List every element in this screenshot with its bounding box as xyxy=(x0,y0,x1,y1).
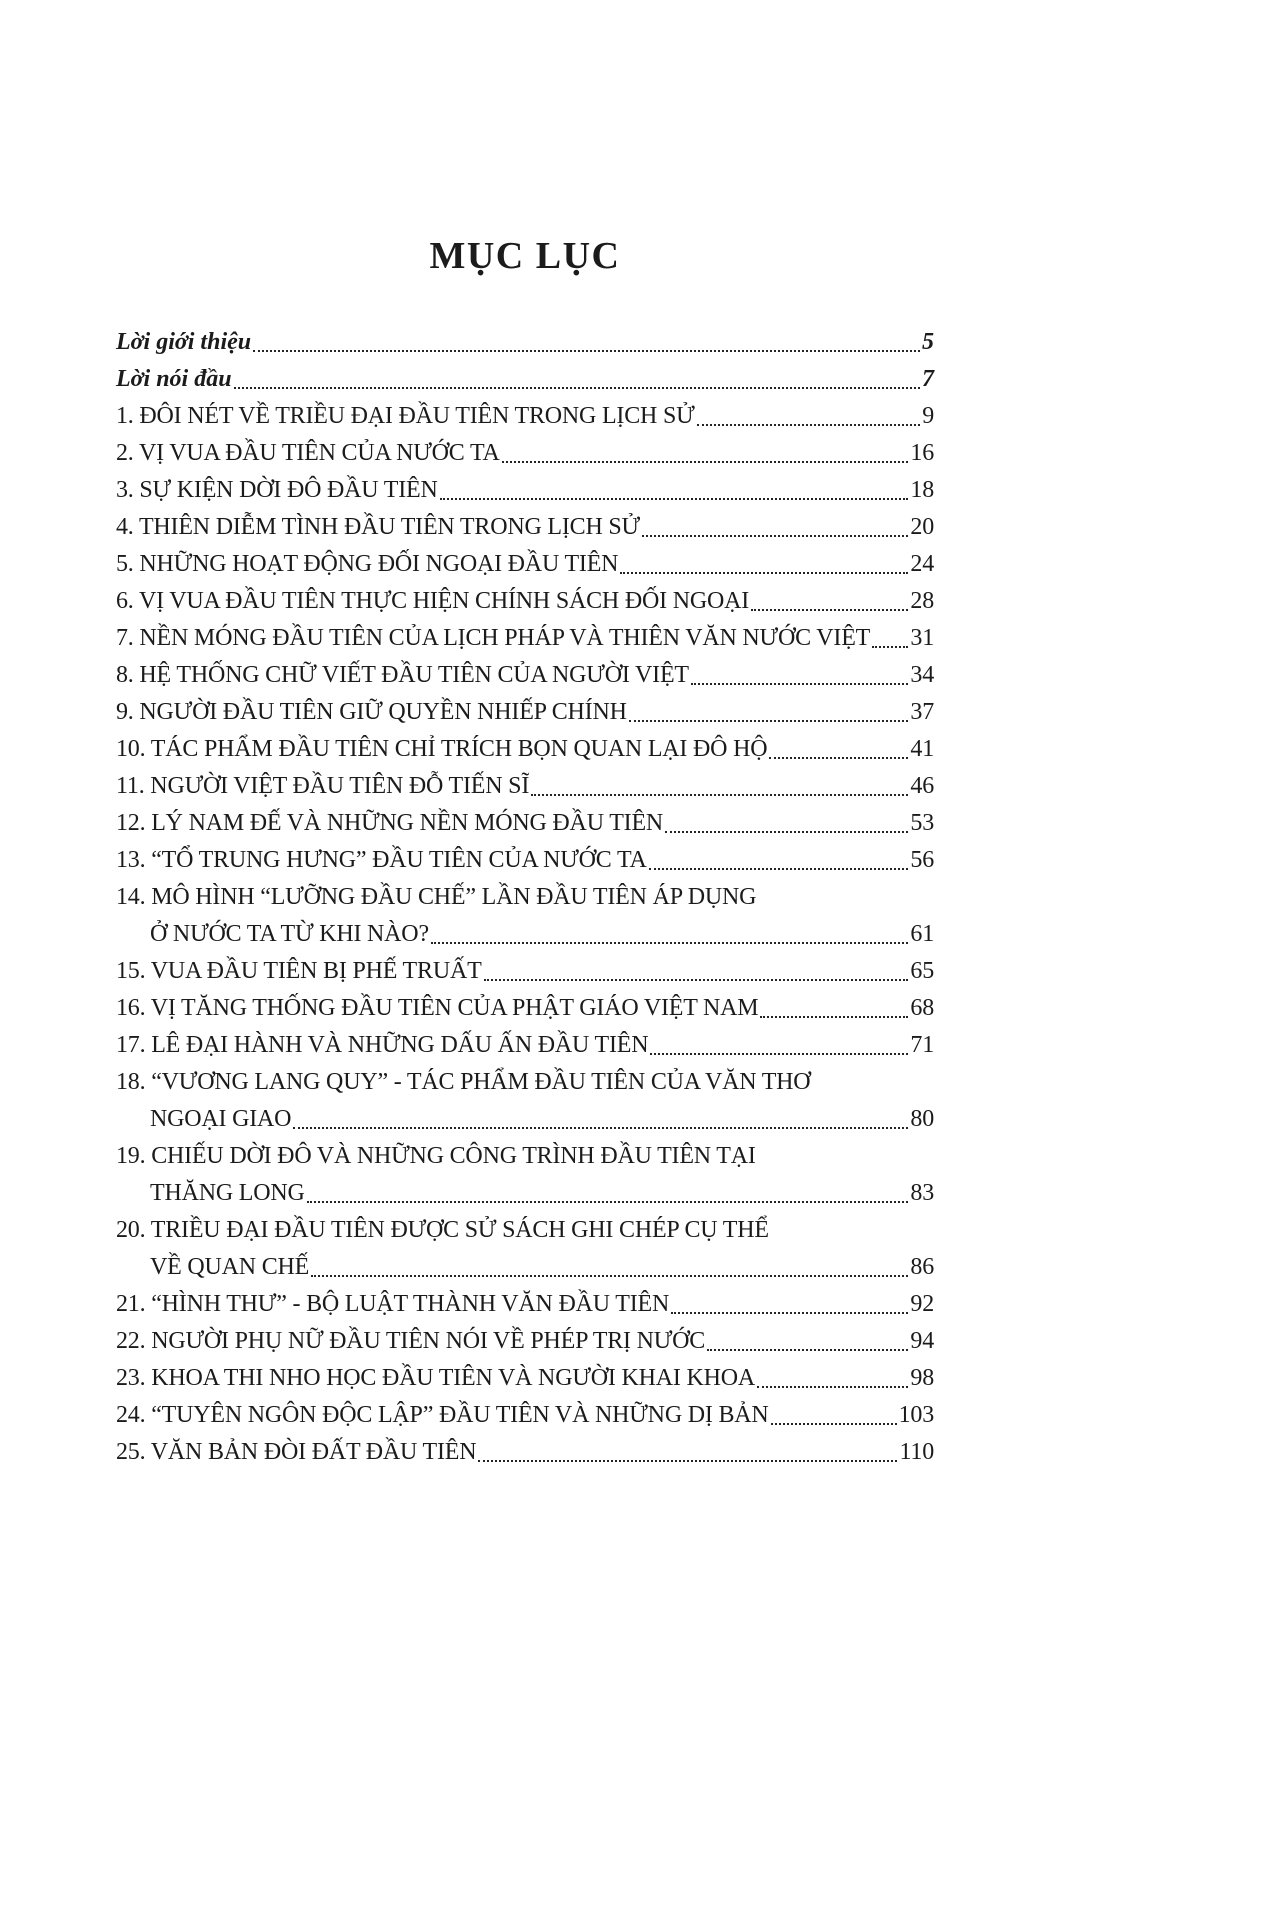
dot-leader xyxy=(751,609,908,611)
dot-leader xyxy=(307,1201,909,1203)
toc-entry-page: 37 xyxy=(910,699,934,725)
toc-entry xyxy=(116,361,934,398)
toc-entry-page: 65 xyxy=(910,958,934,984)
toc-entry-page: 94 xyxy=(910,1328,934,1354)
dot-leader xyxy=(311,1275,908,1277)
toc-entry-label: 3. SỰ KIỆN DỜI ĐÔ ĐẦU TIÊN xyxy=(116,477,438,503)
toc-entry-label: 24. “TUYÊN NGÔN ĐỘC LẬP” ĐẦU TIÊN VÀ NHỮNG DỊ BẢN xyxy=(116,1402,769,1428)
toc-entry-page: 83 xyxy=(910,1180,934,1206)
toc-entry-label: 12. LÝ NAM ĐẾ VÀ NHỮNG NỀN MÓNG ĐẦU TIÊN xyxy=(116,810,664,836)
toc-entry-page: 34 xyxy=(910,662,934,688)
dot-leader xyxy=(697,424,921,426)
toc-entry xyxy=(116,398,934,435)
toc-entry xyxy=(116,1027,934,1064)
dot-leader xyxy=(620,572,908,574)
toc-entry-label: 13. “TỔ TRUNG HƯNG” ĐẦU TIÊN CỦA NƯỚC TA xyxy=(116,847,647,873)
dot-leader xyxy=(691,683,909,685)
dot-leader xyxy=(642,535,908,537)
dot-leader xyxy=(671,1312,908,1314)
toc-entry-line1: 19. CHIẾU DỜI ĐÔ VÀ NHỮNG CÔNG TRÌNH ĐẦU TIÊN TẠI xyxy=(116,1143,756,1169)
toc-entry-page: 92 xyxy=(910,1291,934,1317)
toc-entry xyxy=(116,1360,934,1397)
toc-entry xyxy=(116,657,934,694)
toc-entry-page: 18 xyxy=(910,477,934,503)
toc-entry-page: 110 xyxy=(899,1439,934,1465)
toc-entry-label: 11. NGƯỜI VIỆT ĐẦU TIÊN ĐỖ TIẾN SĨ xyxy=(116,773,530,799)
dot-leader xyxy=(431,942,909,944)
toc-entry xyxy=(116,1434,934,1471)
toc-entry xyxy=(116,916,934,953)
toc-entry-line1: 14. MÔ HÌNH “LƯỠNG ĐẦU CHẾ” LẦN ĐẦU TIÊN ÁP DỤNG xyxy=(116,884,757,910)
toc-entry-label: Lời giới thiệu xyxy=(116,329,252,355)
toc-entry-label: 23. KHOA THI NHO HỌC ĐẦU TIÊN VÀ NGƯỜI KHAI KHOA xyxy=(116,1365,755,1391)
toc-page xyxy=(116,234,934,1471)
dot-leader xyxy=(872,646,908,648)
toc-entry xyxy=(116,842,934,879)
toc-entry-label: 7. NỀN MÓNG ĐẦU TIÊN CỦA LỊCH PHÁP VÀ THIÊN VĂN NƯỚC VIỆT xyxy=(116,625,871,651)
toc-entry-page: 53 xyxy=(910,810,934,836)
toc-entry-page: 71 xyxy=(910,1032,934,1058)
toc-entry-page: 20 xyxy=(910,514,934,540)
toc-entry-page: 68 xyxy=(910,995,934,1021)
toc-entry-label: NGOẠI GIAO xyxy=(150,1106,292,1132)
toc-entry-page: 56 xyxy=(910,847,934,873)
dot-leader xyxy=(502,461,909,463)
toc-entry-page: 24 xyxy=(910,551,934,577)
toc-entry-label: 10. TÁC PHẨM ĐẦU TIÊN CHỈ TRÍCH BỌN QUAN LẠI ĐÔ HỘ xyxy=(116,736,768,762)
dot-leader xyxy=(771,1423,897,1425)
dot-leader xyxy=(769,757,908,759)
toc-entry-page: 9 xyxy=(922,403,934,429)
toc-entry-label: Lời nói đầu xyxy=(116,366,232,392)
toc-entry-label: 22. NGƯỜI PHỤ NỮ ĐẦU TIÊN NÓI VỀ PHÉP TRỊ NƯỚC xyxy=(116,1328,706,1354)
toc-entry xyxy=(116,953,934,990)
dot-leader xyxy=(293,1127,908,1129)
toc-entry xyxy=(116,990,934,1027)
toc-entry-page: 16 xyxy=(910,440,934,466)
toc-entry xyxy=(116,731,934,768)
toc-entry-page: 5 xyxy=(922,329,934,355)
toc-entry-label: 4. THIÊN DIỄM TÌNH ĐẦU TIÊN TRONG LỊCH SỬ xyxy=(116,514,640,540)
dot-leader xyxy=(234,387,920,389)
dot-leader xyxy=(629,720,909,722)
toc-entry-label: 5. NHỮNG HOẠT ĐỘNG ĐỐI NGOẠI ĐẦU TIÊN xyxy=(116,551,619,577)
dot-leader xyxy=(650,1053,908,1055)
toc-entry-label: 9. NGƯỜI ĐẦU TIÊN GIỮ QUYỀN NHIẾP CHÍNH xyxy=(116,699,627,725)
toc-entry xyxy=(116,1286,934,1323)
toc-entry-page: 98 xyxy=(910,1365,934,1391)
dot-leader xyxy=(531,794,908,796)
toc-entry-label: 17. LÊ ĐẠI HÀNH VÀ NHỮNG DẤU ẤN ĐẦU TIÊN xyxy=(116,1032,649,1058)
toc-entry-page: 80 xyxy=(910,1106,934,1132)
dot-leader xyxy=(665,831,908,833)
dot-leader xyxy=(757,1386,908,1388)
toc-entry-page: 28 xyxy=(910,588,934,614)
dot-leader xyxy=(649,868,909,870)
toc-entry-page: 86 xyxy=(910,1254,934,1280)
dot-leader xyxy=(707,1349,908,1351)
toc-entry xyxy=(116,1323,934,1360)
toc-entry xyxy=(116,324,934,361)
toc-entry-label: 2. VỊ VUA ĐẦU TIÊN CỦA NƯỚC TA xyxy=(116,440,500,466)
toc-entry xyxy=(116,435,934,472)
toc-entry xyxy=(116,694,934,731)
toc-entry-label: THĂNG LONG xyxy=(150,1180,305,1206)
toc-entry xyxy=(116,1249,934,1286)
toc-entry xyxy=(116,805,934,842)
toc-entry-line1: 20. TRIỀU ĐẠI ĐẦU TIÊN ĐƯỢC SỬ SÁCH GHI CHÉP CỤ THỂ xyxy=(116,1217,769,1243)
toc-entry-page: 103 xyxy=(898,1402,934,1428)
toc-entry-label: 15. VUA ĐẦU TIÊN BỊ PHẾ TRUẤT xyxy=(116,958,482,984)
toc-list xyxy=(116,324,934,1471)
toc-entry-label: Ở NƯỚC TA TỪ KHI NÀO? xyxy=(150,921,429,947)
toc-entry-page: 41 xyxy=(910,736,934,762)
dot-leader xyxy=(253,350,920,352)
toc-entry xyxy=(116,583,934,620)
toc-entry-page: 61 xyxy=(910,921,934,947)
dot-leader xyxy=(760,1016,908,1018)
toc-entry-label: 21. “HÌNH THƯ” - BỘ LUẬT THÀNH VĂN ĐẦU TIÊN xyxy=(116,1291,670,1317)
toc-entry xyxy=(116,509,934,546)
toc-entry-page: 31 xyxy=(910,625,934,651)
toc-entry-label: 6. VỊ VUA ĐẦU TIÊN THỰC HIỆN CHÍNH SÁCH ĐỐI NGOẠI xyxy=(116,588,750,614)
toc-entry xyxy=(116,546,934,583)
page-title: MỤC LỤC xyxy=(429,235,621,277)
dot-leader xyxy=(484,979,909,981)
toc-entry-label: 1. ĐÔI NÉT VỀ TRIỀU ĐẠI ĐẦU TIÊN TRONG LỊCH SỬ xyxy=(116,403,695,429)
toc-entry-line1: 18. “VƯƠNG LANG QUY” - TÁC PHẨM ĐẦU TIÊN CỦA VĂN THƠ xyxy=(116,1069,811,1095)
toc-entry xyxy=(116,472,934,509)
toc-entry-page: 46 xyxy=(910,773,934,799)
toc-entry-label: 8. HỆ THỐNG CHỮ VIẾT ĐẦU TIÊN CỦA NGƯỜI VIỆT xyxy=(116,662,689,688)
toc-entry xyxy=(116,768,934,805)
dot-leader xyxy=(478,1460,897,1462)
toc-entry-page: 7 xyxy=(922,366,934,392)
dot-leader xyxy=(440,498,909,500)
toc-entry-label: 16. VỊ TĂNG THỐNG ĐẦU TIÊN CỦA PHẬT GIÁO VIỆT NAM xyxy=(116,995,759,1021)
toc-entry xyxy=(116,1397,934,1434)
toc-entry xyxy=(116,1175,934,1212)
toc-entry-label: VỀ QUAN CHẾ xyxy=(150,1254,310,1280)
toc-entry xyxy=(116,1101,934,1138)
toc-entry xyxy=(116,620,934,657)
toc-entry-label: 25. VĂN BẢN ĐÒI ĐẤT ĐẦU TIÊN xyxy=(116,1439,477,1465)
